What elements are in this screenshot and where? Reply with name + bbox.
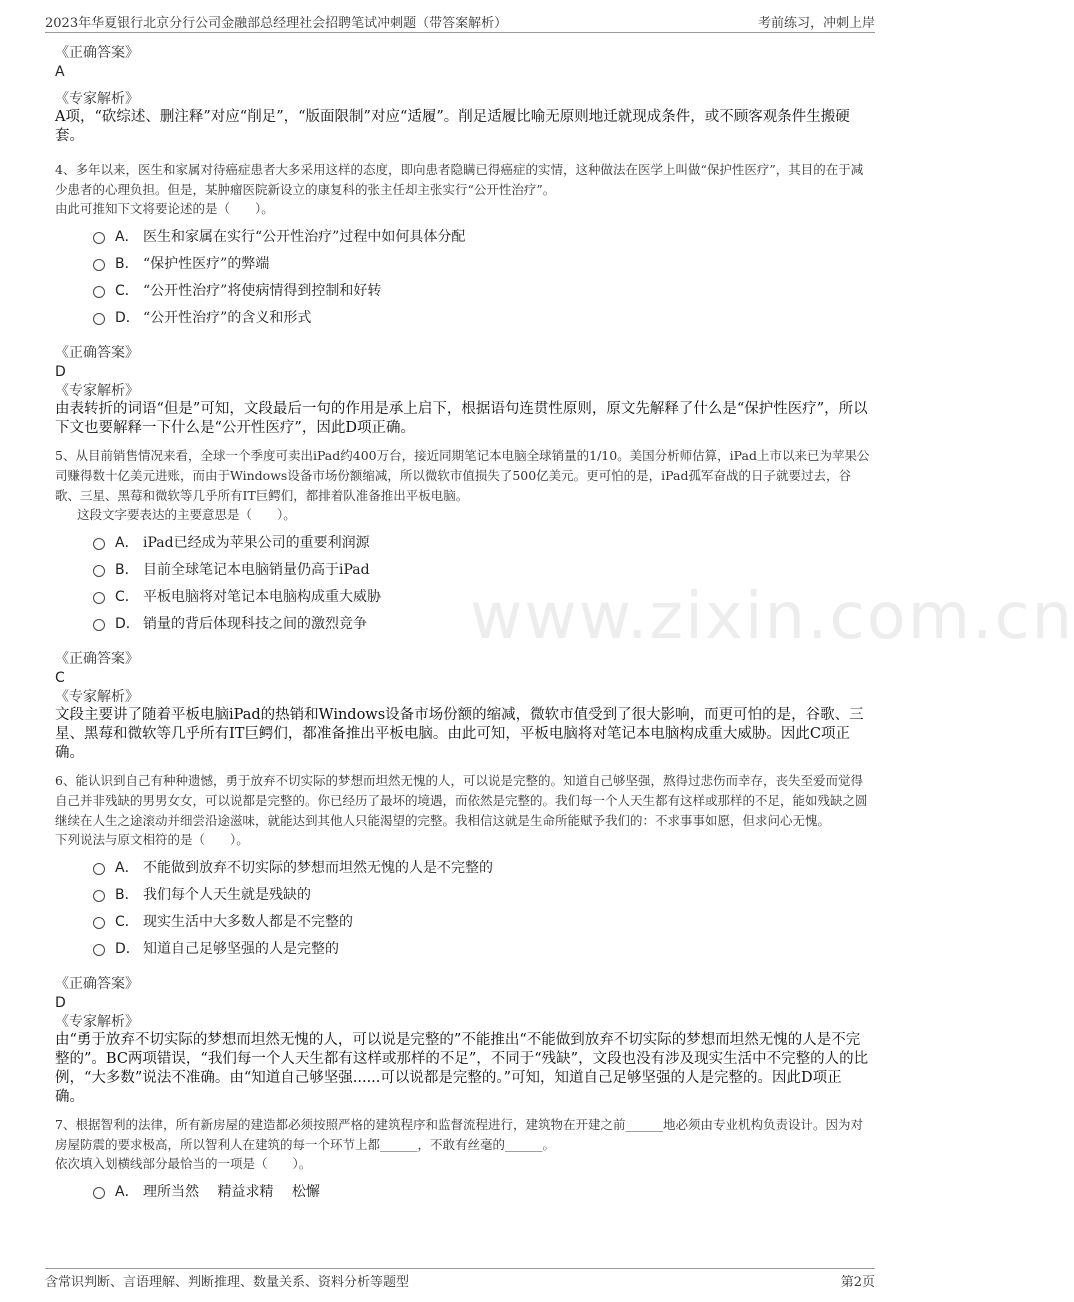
radio-icon[interactable] bbox=[93, 1187, 105, 1199]
radio-icon[interactable] bbox=[93, 286, 105, 298]
radio-icon[interactable] bbox=[93, 890, 105, 902]
analysis-text: A项，“砍综述、删注释”对应“削足”，“版面限制”对应“适履”。削足适履比喻无原则地迁就现成条件，或不顾客观条件生搬硬套。 bbox=[55, 109, 850, 144]
option-d[interactable]: D． 知道自己足够坚强的人是完整的 bbox=[93, 934, 870, 961]
radio-icon[interactable] bbox=[93, 592, 105, 604]
answer-value: C bbox=[55, 670, 65, 686]
page-content bbox=[55, 44, 870, 1204]
question-prompt: 下列说法与原文相符的是（ ）。 bbox=[55, 832, 249, 847]
radio-icon[interactable] bbox=[93, 619, 105, 631]
answer-value: D bbox=[55, 364, 66, 380]
radio-icon[interactable] bbox=[93, 917, 105, 929]
question-stem: 6、能认识到自己有种种遗憾，勇于放弃不切实际的梦想而坦然无愧的人，可以说是完整的。知道自己够坚强，熬得过悲伤而幸存，丧失至爱而觉得自己并非残缺的男男女女，可以说都是完整的。你已经历了最坏的境遇，而依然是完整的。我们每一个人天生都有这样或那样的不足，能如残缺之圆继续在人生之途滚动并细尝沿途滋味，就能达到其他人只能渴望的完整。我相信这就是生命所能赋予我们的：不求事事如愿，但求问心无愧。 bbox=[55, 773, 868, 828]
option-a[interactable]: A． 医生和家属在实行“公开性治疗”过程中如何具体分配 bbox=[93, 222, 870, 249]
footer-categories: 含常识判断、言语理解、判断推理、数量关系、资料分析等题型 bbox=[45, 1274, 410, 1290]
analysis-text: 文段主要讲了随着平板电脑iPad的热销和Windows设备市场份额的缩减，微软市值受到了很大影响，而更可怕的是，谷歌、三星、黑莓和微软等几乎所有IT巨鳄们，都准备推出平板电脑。由此可知，平板电脑将对笔记本电脑构成重大威胁。因此C项正确。 bbox=[55, 707, 864, 761]
radio-icon[interactable] bbox=[93, 259, 105, 271]
analysis-text: 由表转折的词语“但是”可知，文段最后一句的作用是承上启下，根据语句连贯性原则，原文先解释了什么是“保护性医疗”，所以下文也要解释一下什么是“公开性医疗”，因此D项正确。 bbox=[55, 401, 868, 436]
answer-value: D bbox=[55, 995, 66, 1011]
option-d[interactable]: D． “公开性治疗”的含义和形式 bbox=[93, 303, 870, 330]
analysis-label: 《专家解析》 bbox=[55, 689, 139, 705]
option-c[interactable]: C． “公开性治疗”将使病情得到控制和好转 bbox=[93, 276, 870, 303]
page-number: 第2页 bbox=[840, 1274, 875, 1290]
option-a[interactable]: A． iPad已经成为苹果公司的重要利润源 bbox=[93, 528, 870, 555]
option-b[interactable]: B． 目前全球笔记本电脑销量仍高于iPad bbox=[93, 555, 870, 582]
question-stem: 4、多年以来，医生和家属对待癌症患者大多采用这样的态度，即向患者隐瞒已得癌症的实情，这种做法在医学上叫做“保护性医疗”，其目的在于减少患者的心理负担。但是，某肿瘤医院新设立的康复科的张主任却主张实行“公开性治疗”。 bbox=[55, 162, 864, 197]
radio-icon[interactable] bbox=[93, 313, 105, 325]
option-b[interactable]: B． “保护性医疗”的弊端 bbox=[93, 249, 870, 276]
answer-label: 《正确答案》 bbox=[55, 345, 139, 361]
option-a[interactable]: A． 理所当然 精益求精 松懈 bbox=[93, 1177, 870, 1204]
analysis-label: 《专家解析》 bbox=[55, 91, 139, 107]
question-prompt: 由此可推知下文将要论述的是（ ）。 bbox=[55, 201, 274, 216]
answer-value: A bbox=[55, 64, 65, 80]
page-header bbox=[45, 10, 875, 33]
question-prompt: 依次填入划横线部分最恰当的一项是（ ）。 bbox=[55, 1156, 312, 1171]
document-title: 2023年华夏银行北京分行公司金融部总经理社会招聘笔试冲刺题（带答案解析） bbox=[45, 15, 508, 31]
header-slogan: 考前练习，冲刺上岸 bbox=[757, 15, 875, 31]
option-c[interactable]: C． 平板电脑将对笔记本电脑构成重大威胁 bbox=[93, 582, 870, 609]
radio-icon[interactable] bbox=[93, 565, 105, 577]
question-stem: 7、根据智利的法律，所有新房屋的建造都必须按照严格的建筑程序和监督流程进行，建筑物在开建之前______地必须由专业机构负责设计。因为对房屋防震的要求极高，所以智利人在建筑的每一个环节上都______，不敢有丝毫的______。 bbox=[55, 1117, 863, 1152]
question-stem: 5、从目前销售情况来看，全球一个季度可卖出iPad约400万台，接近同期笔记本电脑全球销量的1/10。美国分析师估算，iPad上市以来已为苹果公司赚得数十亿美元进账，而由于Windows设备市场份额缩减，所以微软市值损失了500亿美元。更可怕的是，iPad孤军奋战的日子就要过去，谷歌、三星、黑莓和微软等几乎所有IT巨鳄们，都排着队准备推出平板电脑。 bbox=[55, 448, 870, 503]
radio-icon[interactable] bbox=[93, 232, 105, 244]
option-d[interactable]: D． 销量的背后体现科技之间的激烈竞争 bbox=[93, 609, 870, 636]
option-a[interactable]: A． 不能做到放弃不切实际的梦想而坦然无愧的人是不完整的 bbox=[93, 853, 870, 880]
analysis-label: 《专家解析》 bbox=[55, 383, 139, 399]
page-footer bbox=[45, 1268, 875, 1291]
answer-label: 《正确答案》 bbox=[55, 976, 139, 992]
answer-label: 《正确答案》 bbox=[55, 651, 139, 667]
option-c[interactable]: C． 现实生活中大多数人都是不完整的 bbox=[93, 907, 870, 934]
option-b[interactable]: B． 我们每个人天生就是残缺的 bbox=[93, 880, 870, 907]
question-prompt: 这段文字要表达的主要意思是（ ）。 bbox=[77, 507, 296, 522]
analysis-label: 《专家解析》 bbox=[55, 1014, 139, 1030]
answer-label: 《正确答案》 bbox=[55, 45, 139, 61]
radio-icon[interactable] bbox=[93, 538, 105, 550]
radio-icon[interactable] bbox=[93, 863, 105, 875]
radio-icon[interactable] bbox=[93, 944, 105, 956]
watermark: www.zixin.com.cn bbox=[470, 580, 1074, 654]
analysis-text: 由“勇于放弃不切实际的梦想而坦然无愧的人，可以说是完整的”不能推出“不能做到放弃不切实际的梦想而坦然无愧的人是不完整的”。BC两项错误，“我们每一个人天生都有这样或那样的不足”，不同于“残缺”，文段也没有涉及现实生活中不完整的人的比例，“大多数”说法不准确。由“知道自己够坚强......可以说都是完整的。”可知，知道自己足够坚强的人是完整的。因此D项正确。 bbox=[55, 1032, 869, 1105]
